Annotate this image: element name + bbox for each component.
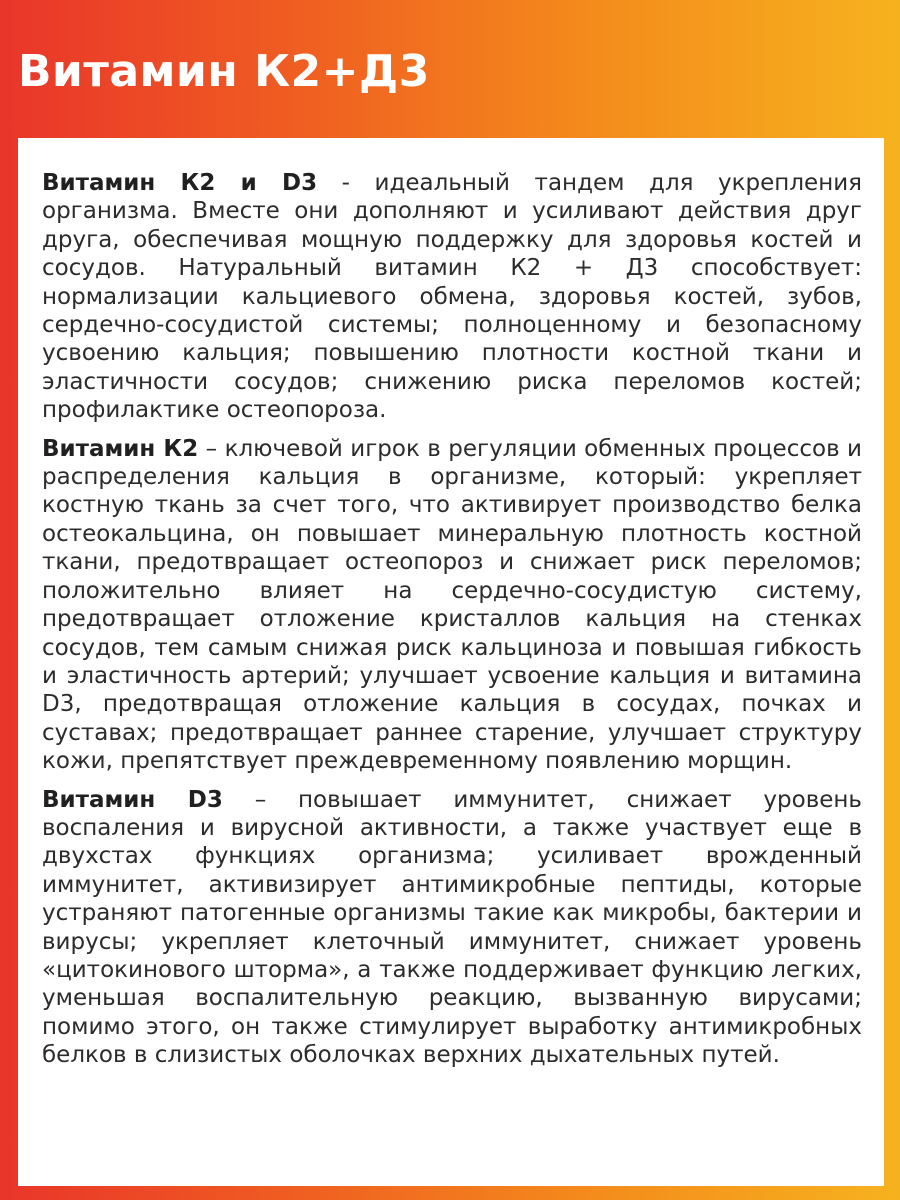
paragraph-text-k2: – ключевой игрок в регуляции обменных процессов и распределения кальция в организме, который: укрепляет костную ткань за счет того, что активирует производство белка остеокальцина, он повышает минеральную плотность костной ткани, предотвращает остеопороз и снижает риск переломов; положительно влияет на сердечно-сосудистую систему, предотвращает отложение кристаллов кальция на стенках сосудов, тем самым снижая риск кальциноза и повышая гибкость и эластичность артерий; улучшает усвоение кальция и витамина D3, предотвращая отложение кальция в сосудах, почках и суставах; предотвращает раннее старение, улучшает структуру кожи, препятствует преждевременному появлению морщин. [42,435,862,775]
paragraph-text-k2-d3: - идеальный тандем для укрепления организма. Вместе они дополняют и усиливают действия друг друга, обеспечивая мощную поддержку для здоровья костей и сосудов. Натуральный витамин К2 + Д3 способствует: нормализации кальциевого обмена, здоровья костей, зубов, сердечно-сосудистой системы; полноценному и безопасному усвоению кальция; повышению плотности костной ткани и эластичности сосудов; снижению риска переломов костей; профилактике остеопороза. [42,170,863,424]
paragraph-lead-k2: Витамин К2 [42,435,199,462]
paragraph-lead-k2-d3: Витамин К2 и D3 [42,170,318,196]
paragraph-lead-d3: Витамин D3 [42,786,223,813]
paragraph-text-d3: – повышает иммунитет, снижает уровень воспаления и вирусной активности, а также участвует еще в двухстах функциях организма; усиливает врожденный иммунитет, активизирует антимикробные пептиды, которые устраняют патогенные организмы такие как микробы, бактерии и вирусы; укрепляет клеточный иммунитет, снижает уровень «цитокинового шторма», а также поддерживает функцию легких, уменьшая воспалительную реакцию, вызванную вирусами; помимо этого, он также стимулирует выработку антимикробных белков в слизистых оболочках верхних дыхательных путей. [42,786,862,1069]
page-title: Витамин К2+Д3 [18,46,430,97]
paragraph-d3 [42,786,862,1070]
paragraph-k2 [42,435,862,776]
paragraph-k2-d3 [42,169,862,425]
content-card [18,138,884,1186]
